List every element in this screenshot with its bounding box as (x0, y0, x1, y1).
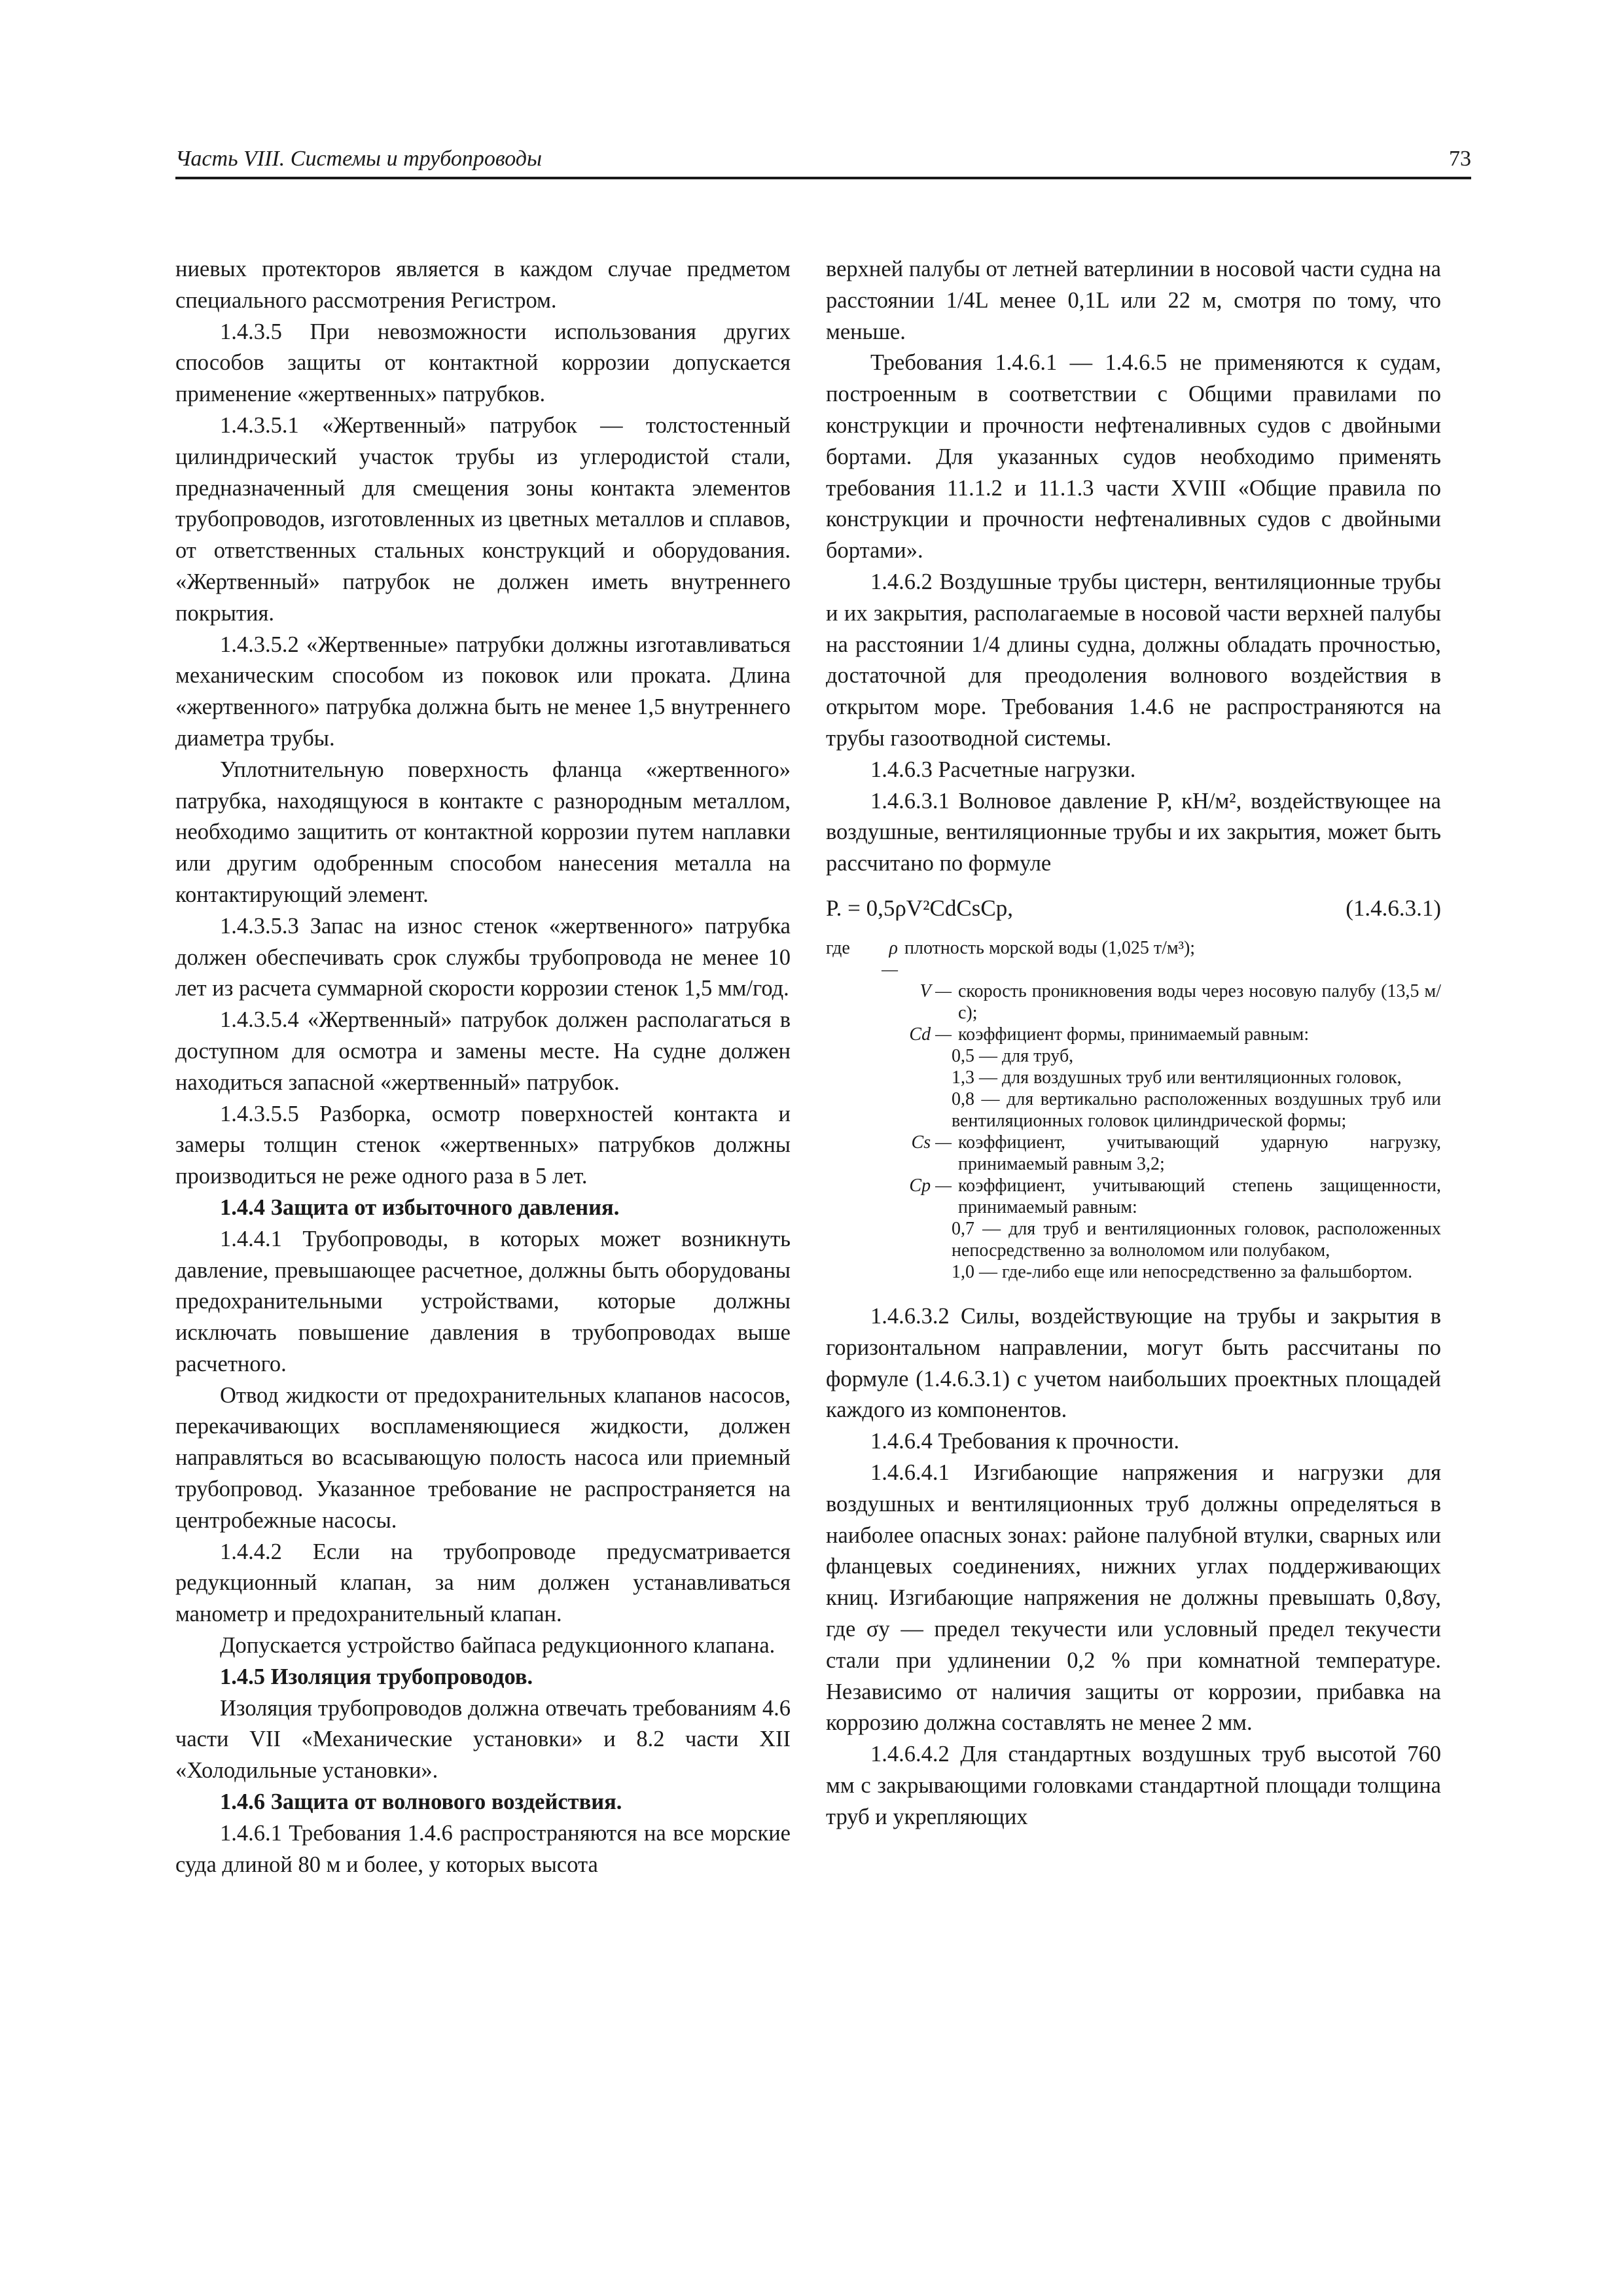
legend-text: плотность морской воды (1,025 т/м³); (904, 937, 1196, 958)
paragraph-text: При невозможности использования других способов защиты от контактной коррозии допускается применение «жертвенных» патрубков. (175, 319, 791, 407)
paragraph (175, 317, 791, 410)
section-number: 1.4.3.5.2 (220, 632, 299, 657)
paragraph: верхней палубы от летней ватерлинии в носовой части судна на расстоянии 1/4L менее 0,1L или 22 м, смотря по тому, что меньше. (826, 257, 1441, 344)
paragraph (175, 911, 791, 1005)
legend-row (826, 980, 1441, 1024)
section-number: 1.4.4.2 (220, 1539, 282, 1564)
paragraph: Изоляция трубопроводов должна отвечать требованиям 4.6 части VII «Механические установки» и 8.2 части XII «Холодильные установки». (175, 1695, 791, 1784)
header-rule (175, 177, 1471, 179)
paragraph: Допускается устройство байпаса редукционного клапана. (220, 1633, 776, 1659)
legend-subitem: 1,3 — для воздушных труб или вентиляционных головок, (952, 1067, 1402, 1088)
running-header (175, 147, 1471, 181)
paragraph (826, 1458, 1441, 1739)
page-number: 73 (1449, 147, 1471, 171)
paragraph (826, 1426, 1441, 1458)
paragraph: Уплотнительную поверхность фланца «жертвенного» патрубка, находящуюся в контакте с разнородным металлом, необходимо защитить от контактной коррозии путем наплавки или другим одобренным способом нанесения металла на контактирующий элемент. (175, 757, 791, 907)
section-number: 1.4.6.1 (220, 1820, 282, 1846)
section-heading: 1.4.6 Защита от волнового воздействия. (220, 1789, 622, 1815)
paragraph (175, 1818, 791, 1881)
legend-subitem: 1,0 — где-либо еще или непосредственно за фальшбортом. (952, 1261, 1413, 1282)
section-heading: 1.4.5 Изоляция трубопроводов. (220, 1664, 533, 1689)
paragraph-text: Разборка, осмотр поверхностей контакта и замеры толщин стенок «жертвенных» патрубков должны производиться не реже одного раза в 5 лет. (175, 1101, 791, 1189)
section-number: 1.4.3.5.3 (220, 913, 299, 939)
section-number: 1.4.6.2 (870, 569, 933, 594)
legend-label: где (826, 937, 850, 958)
paragraph-text: Силы, воздействующие на трубы и закрытия в горизонтальном направлении, могут быть рассчитаны по формуле (1.4.6.3.1) с учетом наибольших проектных площадей каждого из компонентов. (826, 1303, 1441, 1423)
section-number: 1.4.6.3 (870, 757, 933, 782)
section-number: 1.4.6.4.1 (870, 1460, 950, 1485)
paragraph (175, 1099, 791, 1193)
paragraph (826, 786, 1441, 880)
legend-symbol: Cs — (911, 1132, 952, 1153)
section-number: 1.4.4.1 (220, 1226, 282, 1251)
paragraph (175, 1224, 791, 1380)
section-number: 1.4.6.4.2 (870, 1742, 950, 1767)
legend-symbol: ρ — (882, 937, 898, 980)
paragraph: Отвод жидкости от предохранительных клапанов насосов, перекачивающих воспламеняющиеся жидкости, должен направляться во всасывающую полость насоса или приемный трубопровод. Указанное требование не распространяется на центробежные насосы. (175, 1382, 791, 1533)
paragraph-text: «Жертвенные» патрубки должны изготавливаться механическим способом из поковок или проката. Длина «жертвенного» патрубка должна быть не менее 1,5 внутреннего диаметра трубы. (175, 632, 791, 751)
paragraph-text: Для стандартных воздушных труб высотой 760 мм с закрывающими головками стандартной площади толщина труб и укрепляющих (826, 1742, 1441, 1829)
paragraph-text: Воздушные трубы цистерн, вентиляционные трубы и их закрытия, располагаемые в носовой части верхней палубы на расстоянии 1/4 длины судна, должны обладать прочностью, достаточной для преодоления волнового воздействия в открытом море. Требования 1.4.6 не распространяются на трубы газоотводной системы. (826, 569, 1441, 751)
paragraph (826, 1739, 1441, 1833)
right-column (826, 254, 1441, 1833)
legend-text: коэффициент формы, принимаемый равным: (958, 1024, 1310, 1045)
section-number: 1.4.6.3.2 (870, 1303, 950, 1329)
formula-expression: P. = 0,5ρV²CdCsCp, (826, 895, 1013, 921)
paragraph-text: Изгибающие напряжения и нагрузки для воздушных и вентиляционных труб должны определяться в наиболее опасных зонах: районе палубной втулки, сварных или фланцевых соединениях, нижних углах поддерживающих книц. Изгибающие напряжения не должны превышать 0,8σy, где σy — предел текучести или условный предел текучести стали при удлинении 0,2 % при комнатной температуре. Независимо от наличия защиты от коррозии, прибавка на коррозию должна составлять не менее 2 мм. (826, 1460, 1441, 1736)
paragraph-text: Требования к прочности. (932, 1429, 1180, 1454)
legend-row (826, 1175, 1441, 1218)
legend-subitem: 0,7 — для труб и вентиляционных головок, расположенных непосредственно за волноломом или полубаком, (952, 1218, 1441, 1261)
paragraph (826, 567, 1441, 755)
legend-row (826, 937, 1441, 980)
legend-text: скорость проникновения воды через носовую палубу (13,5 м/с); (958, 980, 1441, 1023)
paragraph-text: «Жертвенный» патрубок должен располагаться в доступном для осмотра и замены месте. На судне должен находиться запасной «жертвенный» патрубок. (175, 1007, 791, 1095)
section-number: 1.4.6.3.1 (870, 788, 950, 814)
section-number: 1.4.3.5.4 (220, 1007, 299, 1033)
formula (826, 893, 1441, 932)
paragraph-text: Волновое давление P, кН/м², воздействующее на воздушные, вентиляционные трубы и их закрытия, может быть рассчитано по формуле (826, 788, 1441, 876)
paragraph (175, 1537, 791, 1630)
legend-text: коэффициент, учитывающий ударную нагрузку, принимаемый равным 3,2; (958, 1132, 1441, 1174)
paragraph-text: «Жертвенный» патрубок — толстостенный цилиндрический участок трубы из углеродистой стали, предназначенный для смещения зоны контакта элементов трубопроводов, изготовленных из цветных металлов и сплавов, от ответственных стальных конструкций и оборудования. «Жертвенный» патрубок не должен иметь внутреннего покрытия. (175, 412, 791, 626)
paragraph-text: Если на трубопроводе предусматривается редукционный клапан, за ним должен устанавливаться манометр и предохранительный клапан. (175, 1539, 791, 1627)
paragraph (826, 755, 1441, 786)
paragraph-text: Трубопроводы, в которых может возникнуть давление, превышающее расчетное, должны быть оборудованы предохранительными устройствами, которые должны исключать повышение давления в трубопроводах выше расчетного. (175, 1226, 791, 1376)
formula-legend (826, 937, 1441, 1283)
paragraph: ниевых протекторов является в каждом случае предметом специального рассмотрения Регистром. (175, 257, 791, 313)
formula-number: (1.4.6.3.1) (1346, 895, 1441, 921)
section-number: 1.4.6.4 (870, 1429, 933, 1454)
paragraph (175, 1005, 791, 1098)
legend-symbol: Cp — (909, 1175, 952, 1196)
legend-subitem: 0,8 — для вертикально расположенных воздушных труб или вентиляционных головок цилиндрической формы; (952, 1088, 1441, 1131)
left-column (175, 254, 791, 1880)
legend-subitem: 0,5 — для труб, (952, 1045, 1074, 1066)
section-number: 1.4.3.5 (220, 319, 282, 344)
section-number: 1.4.3.5.1 (220, 412, 299, 438)
legend-text: коэффициент, учитывающий степень защищенности, принимаемый равным: (958, 1175, 1441, 1217)
legend-symbol: Cd — (909, 1024, 952, 1045)
paragraph: Требования 1.4.6.1 — 1.4.6.5 не применяются к судам, построенным в соответствии с Общими правилами по конструкции и прочности нефтеналивных судов с двойными бортами. Для указанных судов необходимо применять требования 11.1.2 и 11.1.3 части XVIII «Общие правила по конструкции и прочности нефтеналивных судов с двойными бортами». (826, 350, 1441, 564)
header-title: Часть VIII. Системы и трубопроводы (175, 147, 543, 171)
legend-symbol: V — (919, 980, 952, 1001)
paragraph-text: Запас на износ стенок «жертвенного» патрубка должен обеспечивать срок службы трубопровода не менее 10 лет из расчета суммарной скорости коррозии стенок 1,5 мм/год. (175, 913, 791, 1001)
paragraph-text: Требования 1.4.6 распространяются на все морские суда длиной 80 м и более, у которых высота (175, 1820, 791, 1877)
paragraph (175, 410, 791, 630)
section-heading: 1.4.4 Защита от избыточного давления. (220, 1194, 620, 1220)
section-number: 1.4.3.5.5 (220, 1101, 299, 1126)
legend-row (826, 1024, 1441, 1045)
paragraph-text: Расчетные нагрузки. (932, 757, 1136, 782)
paragraph (826, 1301, 1441, 1426)
paragraph (175, 630, 791, 755)
legend-row (826, 1132, 1441, 1175)
